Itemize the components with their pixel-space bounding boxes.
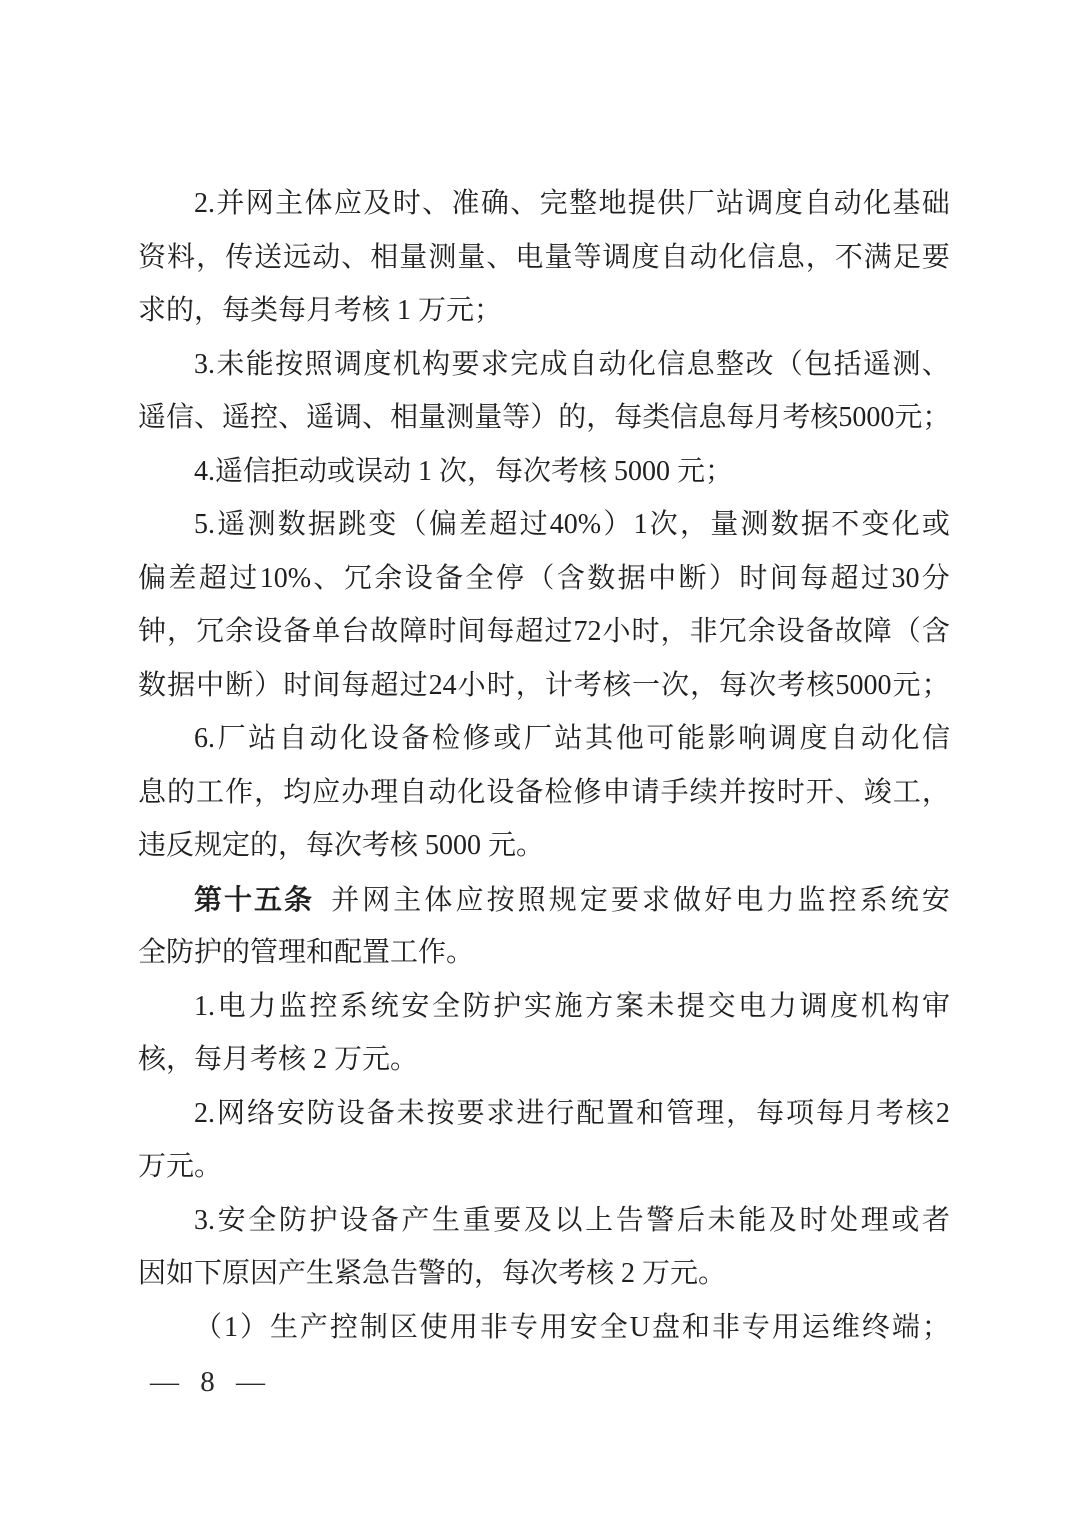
text-line: 3. 安 全 防 护 设 备 产 生 重 要 及 以 上 告 警 后 未 能 及 时 处 理 或 者 <box>194 1204 950 1236</box>
text-line: 全防护的管理和配置工作。 <box>138 937 475 968</box>
text-line: 5. 遥 测 数 据 跳 变 （ 偏 差 超 过 40% ） 1 次 ， 量 测 数 据 不 变 化 或 <box>194 509 950 540</box>
text-line: 万元。 <box>138 1151 223 1182</box>
page-footer: — 8 — <box>150 1366 266 1398</box>
text-line: （ 1 ） 生 产 控 制 区 使 用 非 专 用 安 全 U 盘 和 非 专 用 运 维 终 端 ； <box>194 1311 950 1343</box>
text-line: 第十五条 并 网 主 体 应 按 照 规 定 要 求 做 好 电 力 监 控 系 统 安 <box>138 873 950 927</box>
text-line: 偏 差 超 过 10% 、 冗 余 设 备 全 停 （ 含 数 据 中 断 ） 时 间 每 超 过 30 分 <box>138 562 950 594</box>
text-line: 资 料 ， 传 送 远 动 、 相 量 测 量 、 电 量 等 调 度 自 动 化 信 息 ， 不 满 足 要 <box>138 241 950 273</box>
article-number-heading: 第十五条 <box>194 883 315 915</box>
text-line: 核，每月考核 2 万元。 <box>138 1044 419 1075</box>
text-line: 求的，每类每月考核 1 万元； <box>138 295 503 326</box>
text-line: 2. 并 网 主 体 应 及 时 、 准 确 、 完 整 地 提 供 厂 站 调 度 自 动 化 基 础 <box>194 188 950 219</box>
text-line: 3. 未 能 按 照 调 度 机 构 要 求 完 成 自 动 化 信 息 整 改 （ 包 括 遥 测 、 <box>194 348 950 380</box>
text-line: 违反规定的，每次考核 5000 元。 <box>138 830 545 861</box>
text-line: 因如下原因产生紧急告警的，每次考核 2 万元。 <box>138 1258 727 1289</box>
text-line: 6. 厂 站 自 动 化 设 备 检 修 或 厂 站 其 他 可 能 影 响 调 度 自 动 化 信 <box>194 723 950 754</box>
text-line: 1. 电 力 监 控 系 统 安 全 防 护 实 施 方 案 未 提 交 电 力 调 度 机 构 审 <box>194 990 950 1022</box>
text-line: 息 的 工 作 ， 均 应 办 理 自 动 化 设 备 检 修 申 请 手 续 并 按 时 开 、 竣 工 ， <box>138 776 950 808</box>
text-line: 遥 信 、 遥 控 、 遥 调 、 相 量 测 量 等 ） 的 ， 每 类 信 息 每 月 考 核 5000 元 ； <box>138 402 951 433</box>
text-line: 钟 ， 冗 余 设 备 单 台 故 障 时 间 每 超 过 72 小 时 ， 非 冗 余 设 备 故 障 （ 含 <box>138 616 950 647</box>
document-body <box>138 177 950 1354</box>
text-line: 数 据 中 断 ） 时 间 每 超 过 24 小 时 ， 计 考 核 一 次 ， 每 次 考 核 5000 元 ； <box>138 669 950 701</box>
text-line: 4.遥信拒动或误动 1 次，每次考核 5000 元； <box>194 455 734 487</box>
text-line: 2. 网 络 安 防 设 备 未 按 要 求 进 行 配 置 和 管 理 ， 每 项 每 月 考 核 2 <box>194 1097 950 1129</box>
